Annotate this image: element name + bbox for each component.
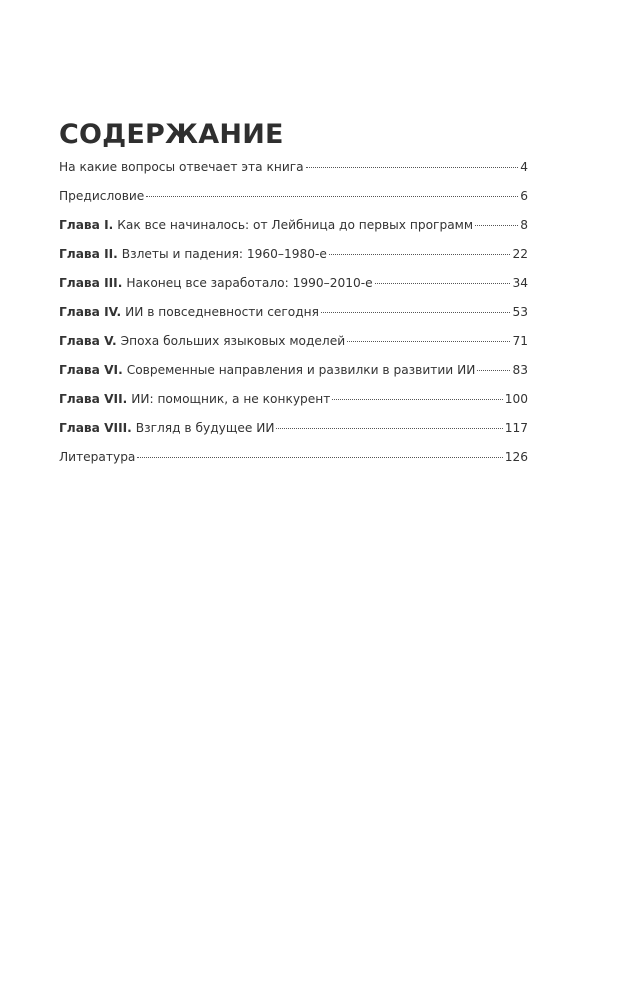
toc-entry-title: ИИ в повседневности сегодня [125,305,319,319]
toc-entry-title: Литература [59,450,136,464]
toc-entry [59,216,528,245]
toc-page [59,118,528,477]
toc-entry-label [59,448,135,466]
toc-entry-label [59,245,327,263]
toc-entry-page: 34 [512,276,528,290]
toc-entry-title: Современные направления и развилки в развитии ИИ [126,363,476,377]
toc-entry-chapter: Глава IV. [59,305,122,319]
toc-entry-title: Эпоха больших языковых моделей [120,334,346,348]
toc-entry-label [59,216,473,234]
dot-leader [332,399,502,400]
toc-entry-label [59,303,319,321]
toc-entry-label [59,158,304,176]
toc-entry-label [59,361,475,379]
toc-entry-chapter: Глава I. [59,218,114,232]
toc-entry-label [59,390,330,408]
toc-entry-page: 71 [512,334,528,348]
toc-entry-title: Как все начиналось: от Лейбница до первых программ [117,218,474,232]
toc-entry [59,361,528,390]
toc-entry-label [59,187,144,205]
toc-entry-chapter: Глава VI. [59,363,123,377]
toc-entry [59,187,528,216]
toc-entry-title: Взлеты и падения: 1960–1980-е [121,247,327,261]
dot-leader [137,457,502,458]
toc-entry-chapter: Глава V. [59,334,117,348]
toc-entry-chapter: Глава III. [59,276,123,290]
toc-entry-page: 8 [520,218,528,232]
dot-leader [347,341,510,342]
toc-entry-chapter: Глава II. [59,247,118,261]
toc-entry [59,245,528,274]
toc-entry-label [59,419,274,437]
toc-entry-page: 100 [504,392,528,406]
toc-entry [59,448,528,477]
toc-entry-title: Взгляд в будущее ИИ [135,421,275,435]
toc-entry-chapter: Глава VIII. [59,421,132,435]
toc-entry [59,332,528,361]
toc-entry-page: 53 [512,305,528,319]
dot-leader [321,312,511,313]
toc-entry [59,419,528,448]
toc-entry [59,303,528,332]
dot-leader [306,167,519,168]
toc-entry [59,274,528,303]
toc-entry-chapter: Глава VII. [59,392,128,406]
toc-entry-page: 126 [504,450,528,464]
toc-list [59,158,528,477]
toc-entry-page: 83 [512,363,528,377]
toc-entry-title: Предисловие [59,189,145,203]
dot-leader [276,428,502,429]
dot-leader [475,225,518,226]
toc-entry-page: 4 [520,160,528,174]
toc-entry-title: На какие вопросы отвечает эта книга [59,160,304,174]
toc-entry-page: 6 [520,189,528,203]
dot-leader [375,283,511,284]
toc-entry-title: ИИ: помощник, а не конкурент [131,392,331,406]
toc-entry-page: 117 [504,421,528,435]
toc-entry-page: 22 [512,247,528,261]
dot-leader [477,370,510,371]
toc-entry [59,390,528,419]
toc-entry [59,158,528,187]
toc-entry-label [59,332,345,350]
dot-leader [329,254,511,255]
dot-leader [146,196,518,197]
page-title: СОДЕРЖАНИЕ [59,119,284,150]
toc-entry-title: Наконец все заработало: 1990–2010-е [126,276,373,290]
toc-entry-label [59,274,373,292]
